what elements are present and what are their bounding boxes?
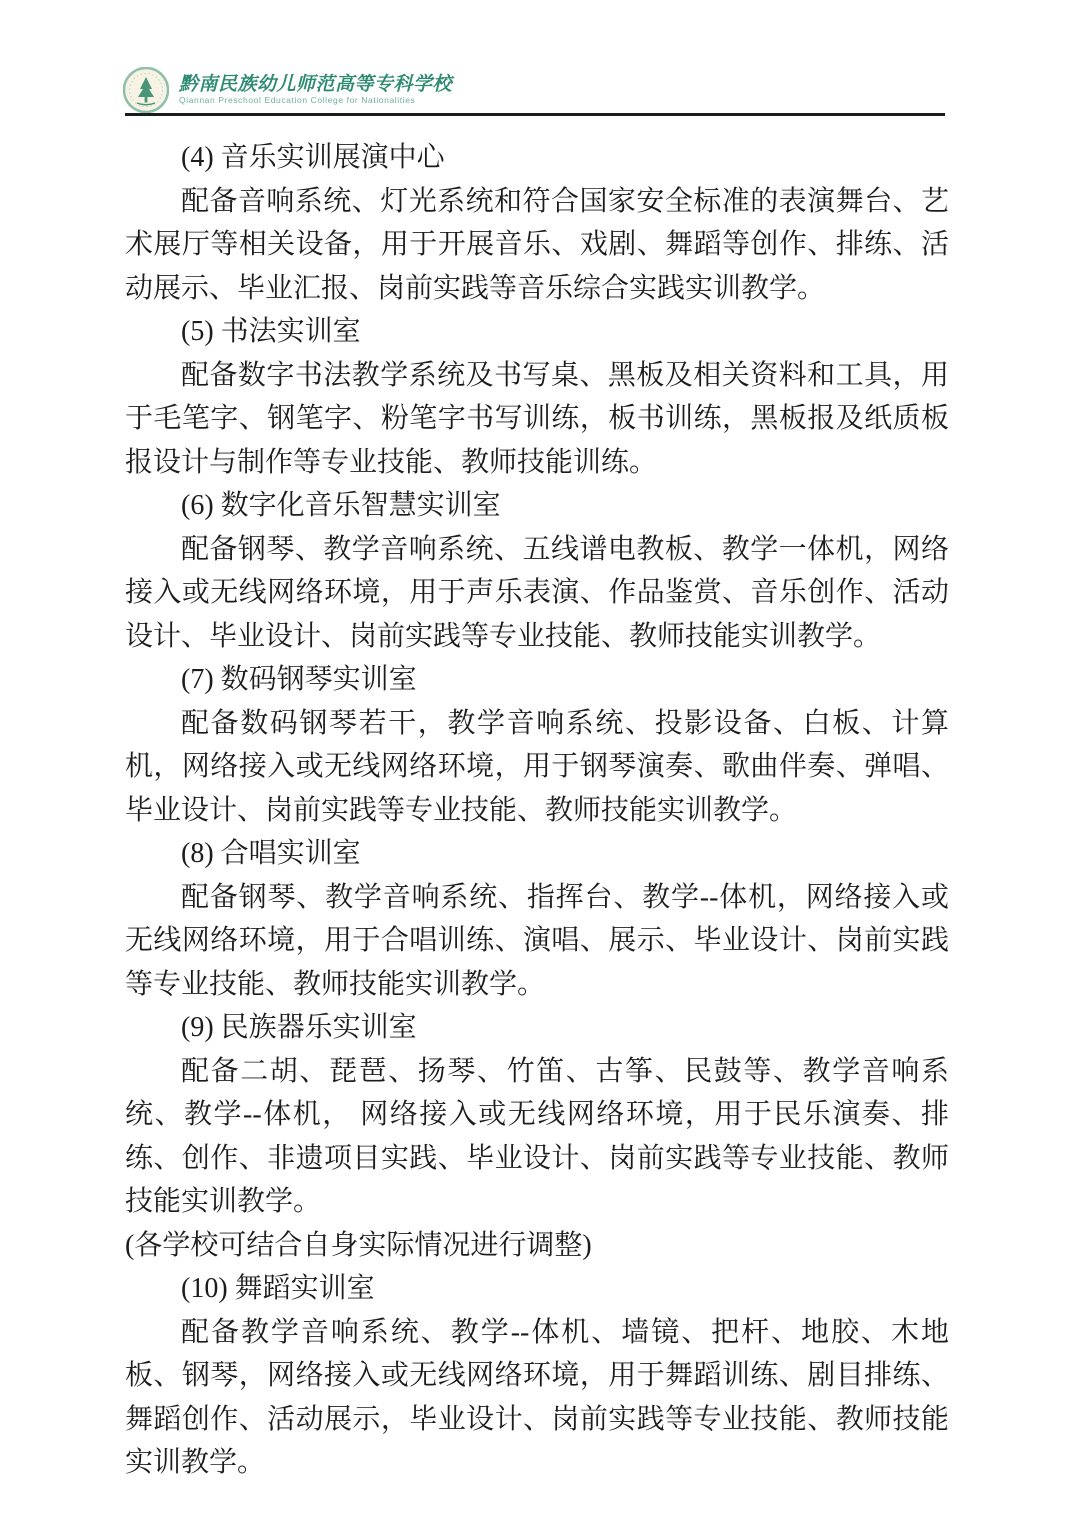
- section-heading: (6) 数字化音乐智慧实训室: [181, 490, 501, 521]
- school-emblem-icon: [123, 67, 169, 113]
- section-5-calligraphy-room: [125, 310, 949, 484]
- letterhead-divider: [125, 113, 945, 116]
- section-body: 配备二胡、琵琶、扬琴、竹笛、古筝、民鼓等、教学音响系统、教学--体机， 网络接入或无线网络环境，用于民乐演奏、排练、创作、非遗项目实践、毕业设计、岗前实践等专业技能、教师技能实训教学。: [125, 1055, 949, 1217]
- school-name-cn: 黔南民族幼儿师范高等专科学校: [179, 73, 453, 95]
- section-7-digital-piano-room: [125, 658, 949, 832]
- section-heading: (10) 舞蹈实训室: [181, 1273, 375, 1304]
- section-body: 配备钢琴、教学音响系统、指挥台、教学--体机，网络接入或无线网络环境，用于合唱训练、演唱、展示、毕业设计、岗前实践等专业技能、教师技能实训教学。: [125, 881, 949, 1000]
- section-6-digital-music-room: [125, 484, 949, 658]
- section-heading: (8) 合唱实训室: [181, 838, 361, 869]
- logo-text: [179, 73, 599, 105]
- document-content: [125, 136, 949, 1485]
- section-body: 配备数码钢琴若干，教学音响系统、投影设备、白板、计算机，网络接入或无线网络环境，用于钢琴演奏、歌曲伴奏、弹唱、毕业设计、岗前实践等专业技能、教师技能实训教学。: [125, 707, 949, 826]
- section-4-music-performance-center: [125, 136, 949, 310]
- section-heading: (7) 数码钢琴实训室: [181, 664, 417, 695]
- section-heading: (9) 民族器乐实训室: [181, 1012, 417, 1043]
- section-body: 配备钢琴、教学音响系统、五线谱电教板、教学一体机，网络接入或无线网络环境，用于声乐表演、作品鉴赏、音乐创作、活动设计、毕业设计、岗前实践等专业技能、教师技能实训教学。: [125, 533, 949, 652]
- letterhead: [0, 0, 1074, 120]
- section-10-dance-room: [125, 1267, 949, 1485]
- section-9-ethnic-instruments-room: [125, 1006, 949, 1267]
- section-8-chorus-room: [125, 832, 949, 1006]
- section-body: 配备数字书法教学系统及书写桌、黑板及相关资料和工具，用于毛笔字、钢笔字、粉笔字书写训练，板书训练，黑板报及纸质板报设计与制作等专业技能、教师技能训练。: [125, 359, 949, 478]
- section-heading: (4) 音乐实训展演中心: [181, 142, 445, 173]
- section-body: 配备教学音响系统、教学--体机、墙镜、把杆、地胶、木地板、钢琴，网络接入或无线网络环境，用于舞蹈训练、剧目排练、舞蹈创作、活动展示，毕业设计、岗前实践等专业技能、教师技能实训教学。: [125, 1316, 949, 1478]
- section-note: (各学校可结合自身实际情况进行调整): [125, 1229, 592, 1261]
- section-body: 配备音响系统、灯光系统和符合国家安全标准的表演舞台、艺术展厅等相关设备，用于开展音乐、戏剧、舞蹈等创作、排练、活动展示、毕业汇报、岗前实践等音乐综合实践实训教学。: [125, 185, 949, 304]
- section-heading: (5) 书法实训室: [181, 316, 361, 347]
- school-name-en: Qiannan Preschool Education College for Nationalities: [179, 95, 416, 105]
